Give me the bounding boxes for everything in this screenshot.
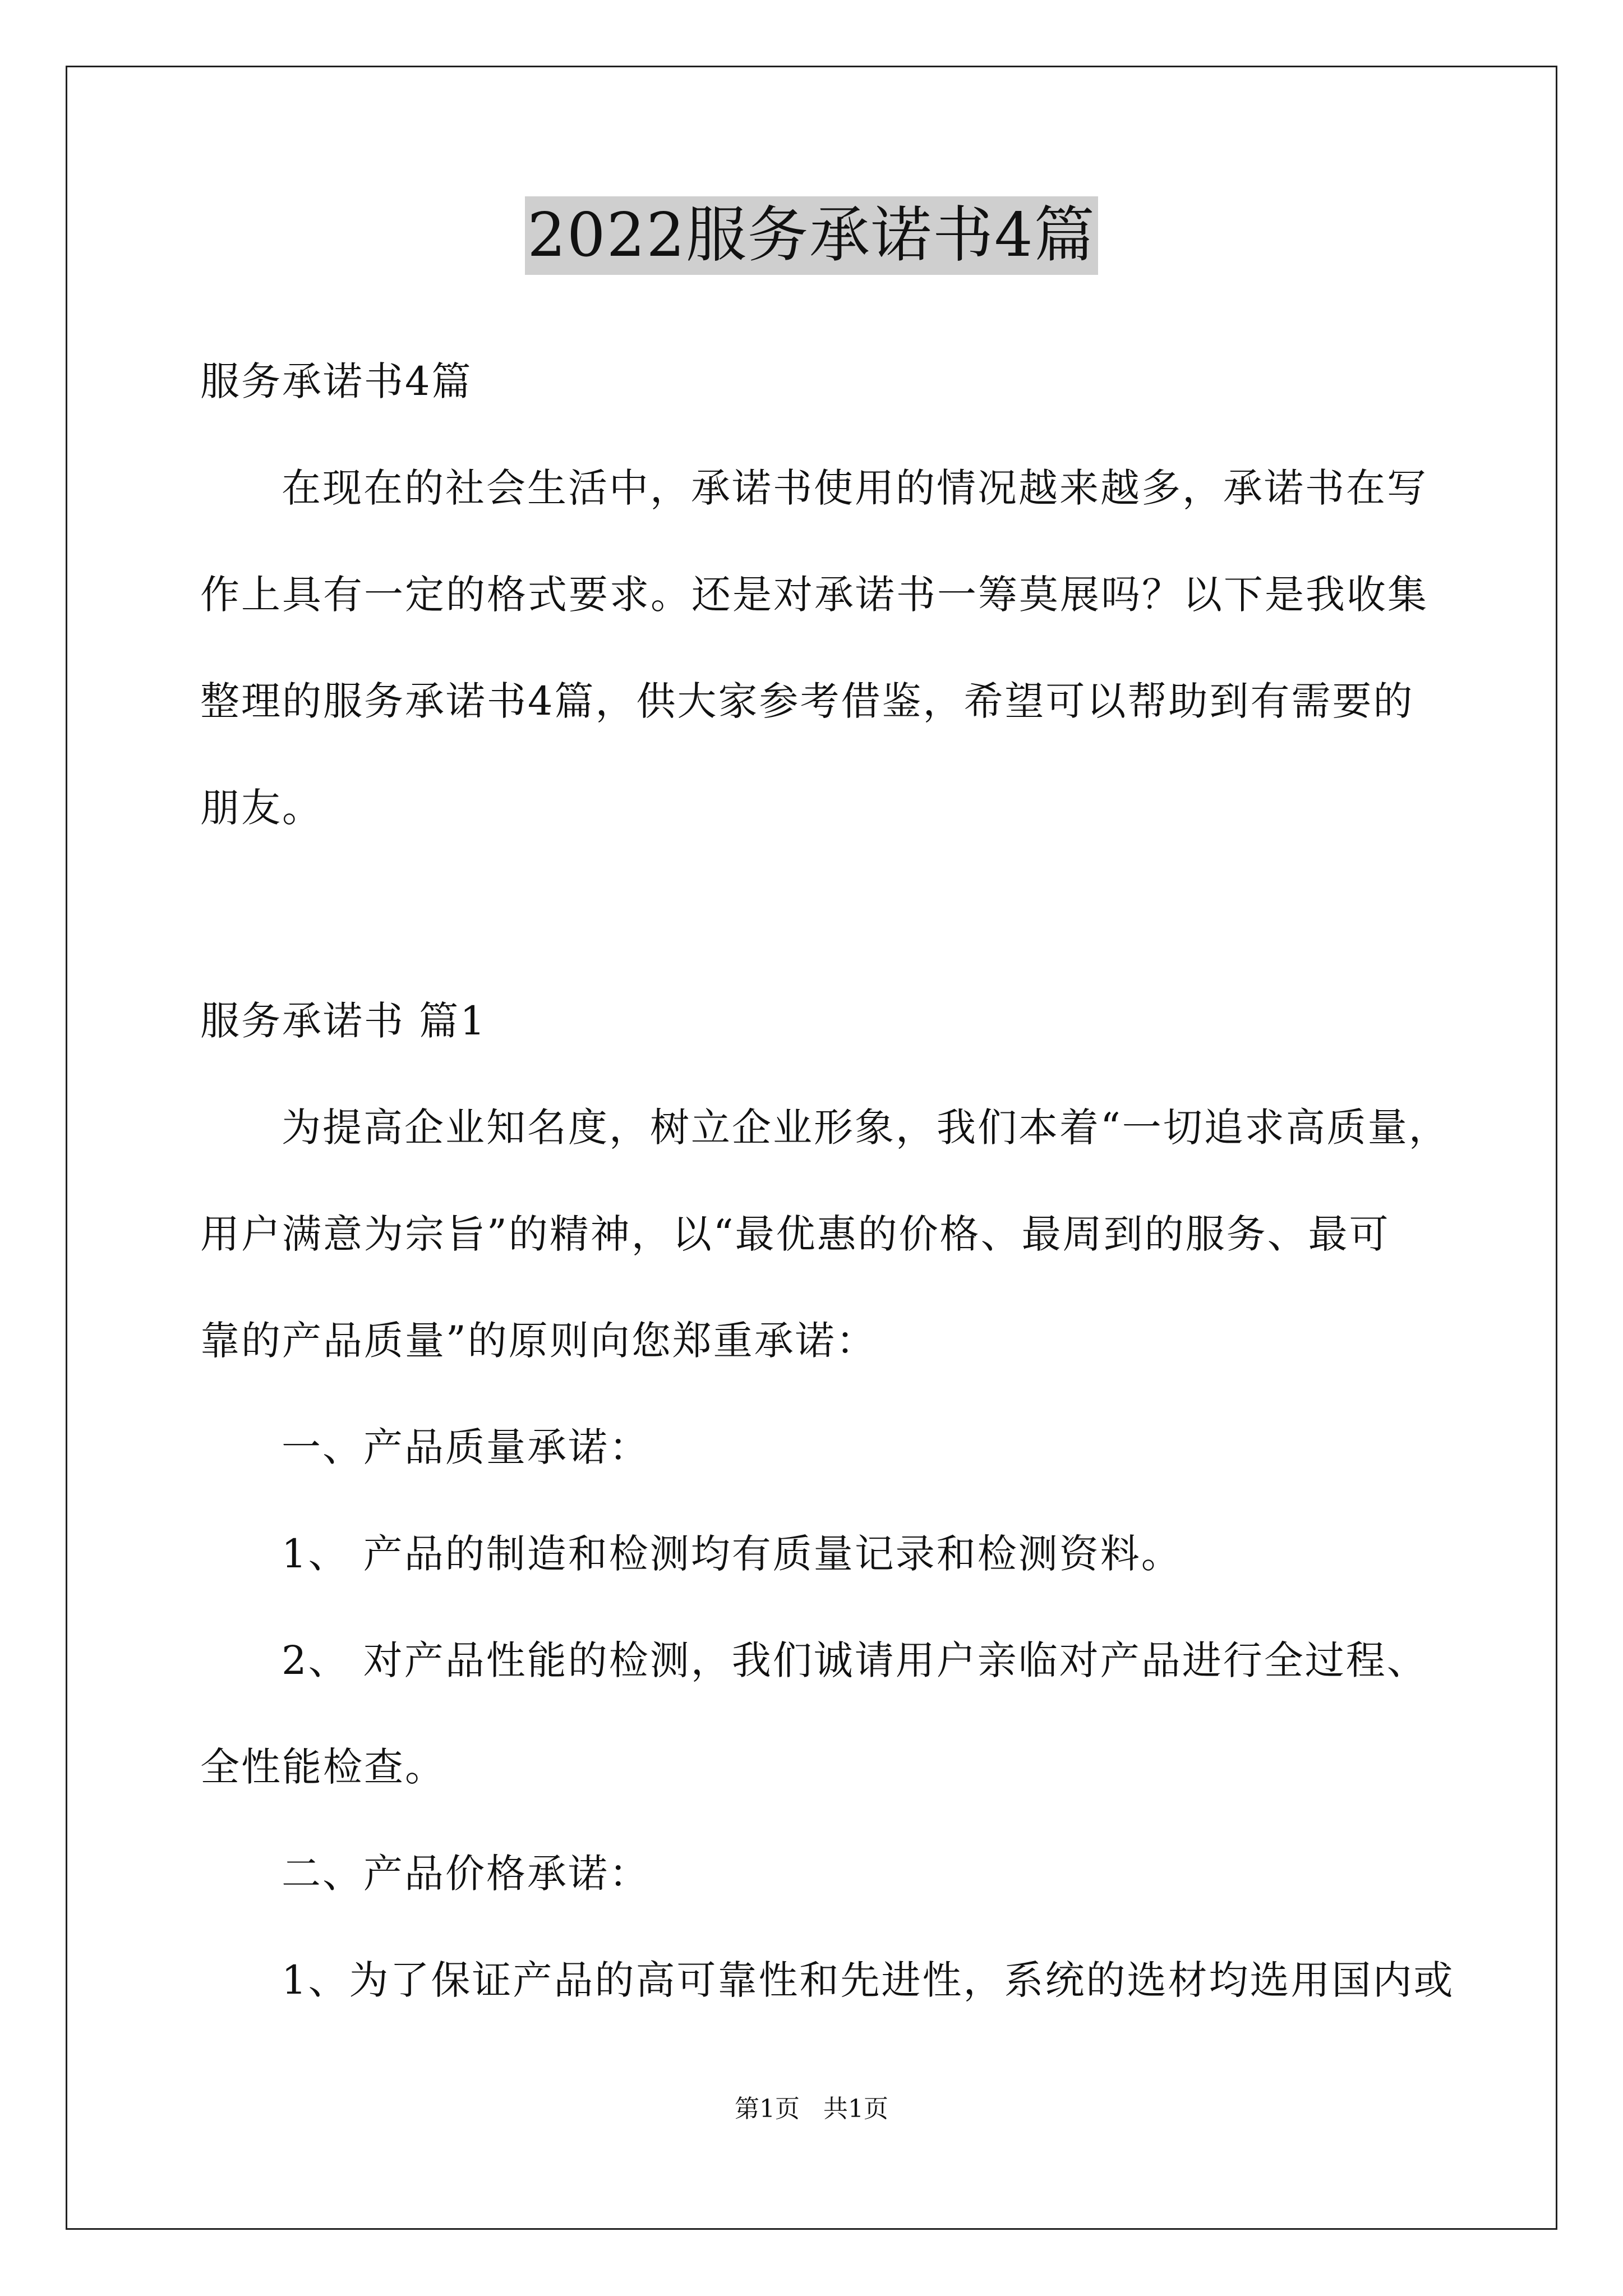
paragraph-line: 为提高企业知名度，树立企业形象，我们本着“一切追求高质量， [282, 1105, 1450, 1151]
paragraph-line: 在现在的社会生活中，承诺书使用的情况越来越多，承诺书在写 [282, 465, 1428, 511]
section-heading: 服务承诺书 篇1 [200, 998, 487, 1044]
paragraph-line: 整理的服务承诺书4篇，供大家参考借鉴，希望可以帮助到有需要的 [200, 678, 1414, 724]
paragraph-line: 靠的产品质量”的原则向您郑重承诺： [200, 1318, 877, 1364]
page-footer: 第1页 共1页 [735, 2095, 888, 2123]
paragraph-line: 朋友。 [200, 785, 323, 831]
intro-heading: 服务承诺书4篇 [200, 358, 473, 404]
list-item: 1、 产品的制造和检测均有质量记录和检测资料。 [282, 1531, 1182, 1577]
paragraph-line: 用户满意为宗旨”的精神，以“最优惠的价格、最周到的服务、最可 [200, 1211, 1390, 1257]
list-item: 2、 对产品性能的检测，我们诚请用户亲临对产品进行全过程、 [282, 1637, 1428, 1683]
paragraph-line: 全性能检查。 [200, 1744, 446, 1790]
title-container [0, 196, 1623, 275]
paragraph-line: 作上具有一定的格式要求。还是对承诺书一筹莫展吗？以下是我收集 [200, 572, 1428, 618]
subsection-heading: 二、产品价格承诺： [282, 1851, 650, 1897]
document-title: 2022服务承诺书4篇 [525, 196, 1098, 275]
list-item: 1、为了保证产品的高可靠性和先进性，系统的选材均选用国内或 [282, 1957, 1455, 2003]
subsection-heading: 一、产品质量承诺： [282, 1424, 650, 1470]
